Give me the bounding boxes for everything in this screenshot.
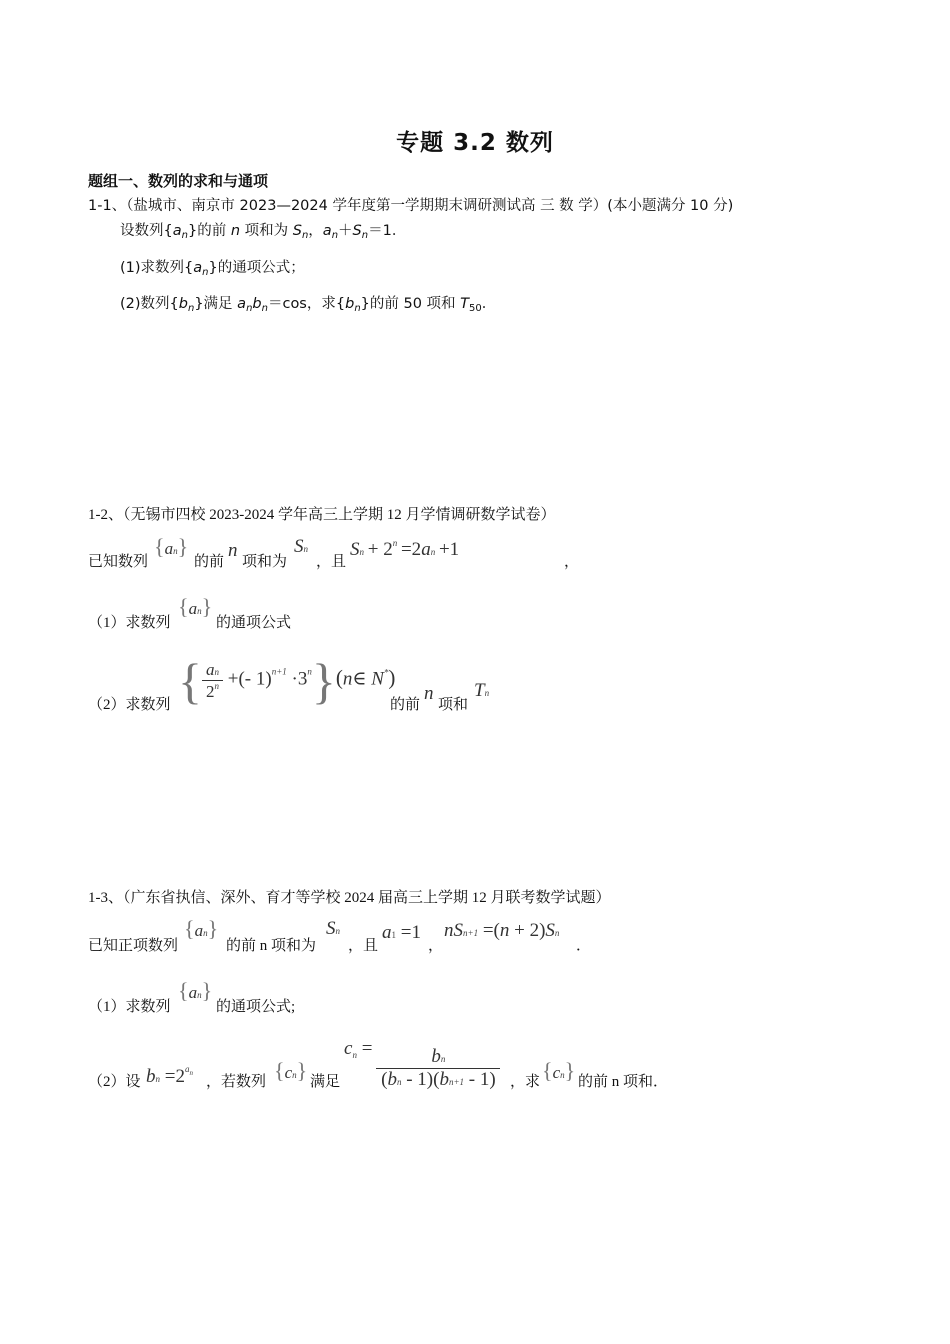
formula-seq-cn: {cn} [542,1058,576,1083]
formula-sn-relation: $Sn + 2^n =2an +1$ [350,538,460,560]
page-title: 专题 3.2 数列 [396,130,554,156]
question-1-3-header [88,886,611,907]
question-number: 1-1、 [88,198,127,214]
formula-seq-an: {an} [154,534,189,559]
formula-seq-bn: { $\frac{an}{2^n}$ +(- $1)^{n+1} \cdot 3^n\}(n\in$ N*) [178,653,396,709]
section-heading: 题组一、数列的求和与通项 [88,172,269,190]
question-1-1-part-1: (1)求数列$\{a_n\}$的通项公式； [120,260,305,278]
formula-seq-an: {an} [184,916,219,941]
formula-sn: Sn [326,918,340,939]
formula-sn: Sn [294,536,308,557]
formula-recurrence: nSn+1 =(n + 2)Sn [444,920,560,941]
question-number: 1-3、 [88,890,123,906]
question-1-2-header [88,503,556,524]
formula-seq-cn: {cn} [274,1058,308,1083]
question-source: （无锡市四校 2023-2024 学年高三上学期 12 月学情调研数学试卷） [123,507,556,523]
formula-tn: Tn [474,680,490,701]
formula-a1: a1 =1 [382,922,421,943]
formula-cn-fraction: $c^n$ = $\frac{bn}{(bn - 1)(bn+1 - 1)}$ [344,1038,500,1091]
question-source: （广东省执信、深外、育才等学校 2024 届高三上学期 12 月联考数学试题） [123,890,611,906]
formula-seq-an: {an} [178,978,213,1003]
formula-bn: bn $=2^{a_n}$ [146,1064,193,1087]
question-number: 1-2、 [88,507,123,523]
question-1-1-header [88,194,733,215]
question-1-1-stem: 设数列$\{a_n\}$的前 n 项和为 $S_n$，$a_n+S_n=1$． [120,223,407,241]
question-source: （盐城市、南京市 2023—2024 学年度第一学期期末调研测试高 三 数 学）(本小题满分 10 分) [126,198,734,214]
question-1-1-part-2: (2)数列$\{b_n\}$满足 $a_nb_n=\cos$，求$\{b_n\}$的前 50 项和 $T_{50}$． [120,296,497,314]
formula-seq-an: {an} [178,594,213,619]
